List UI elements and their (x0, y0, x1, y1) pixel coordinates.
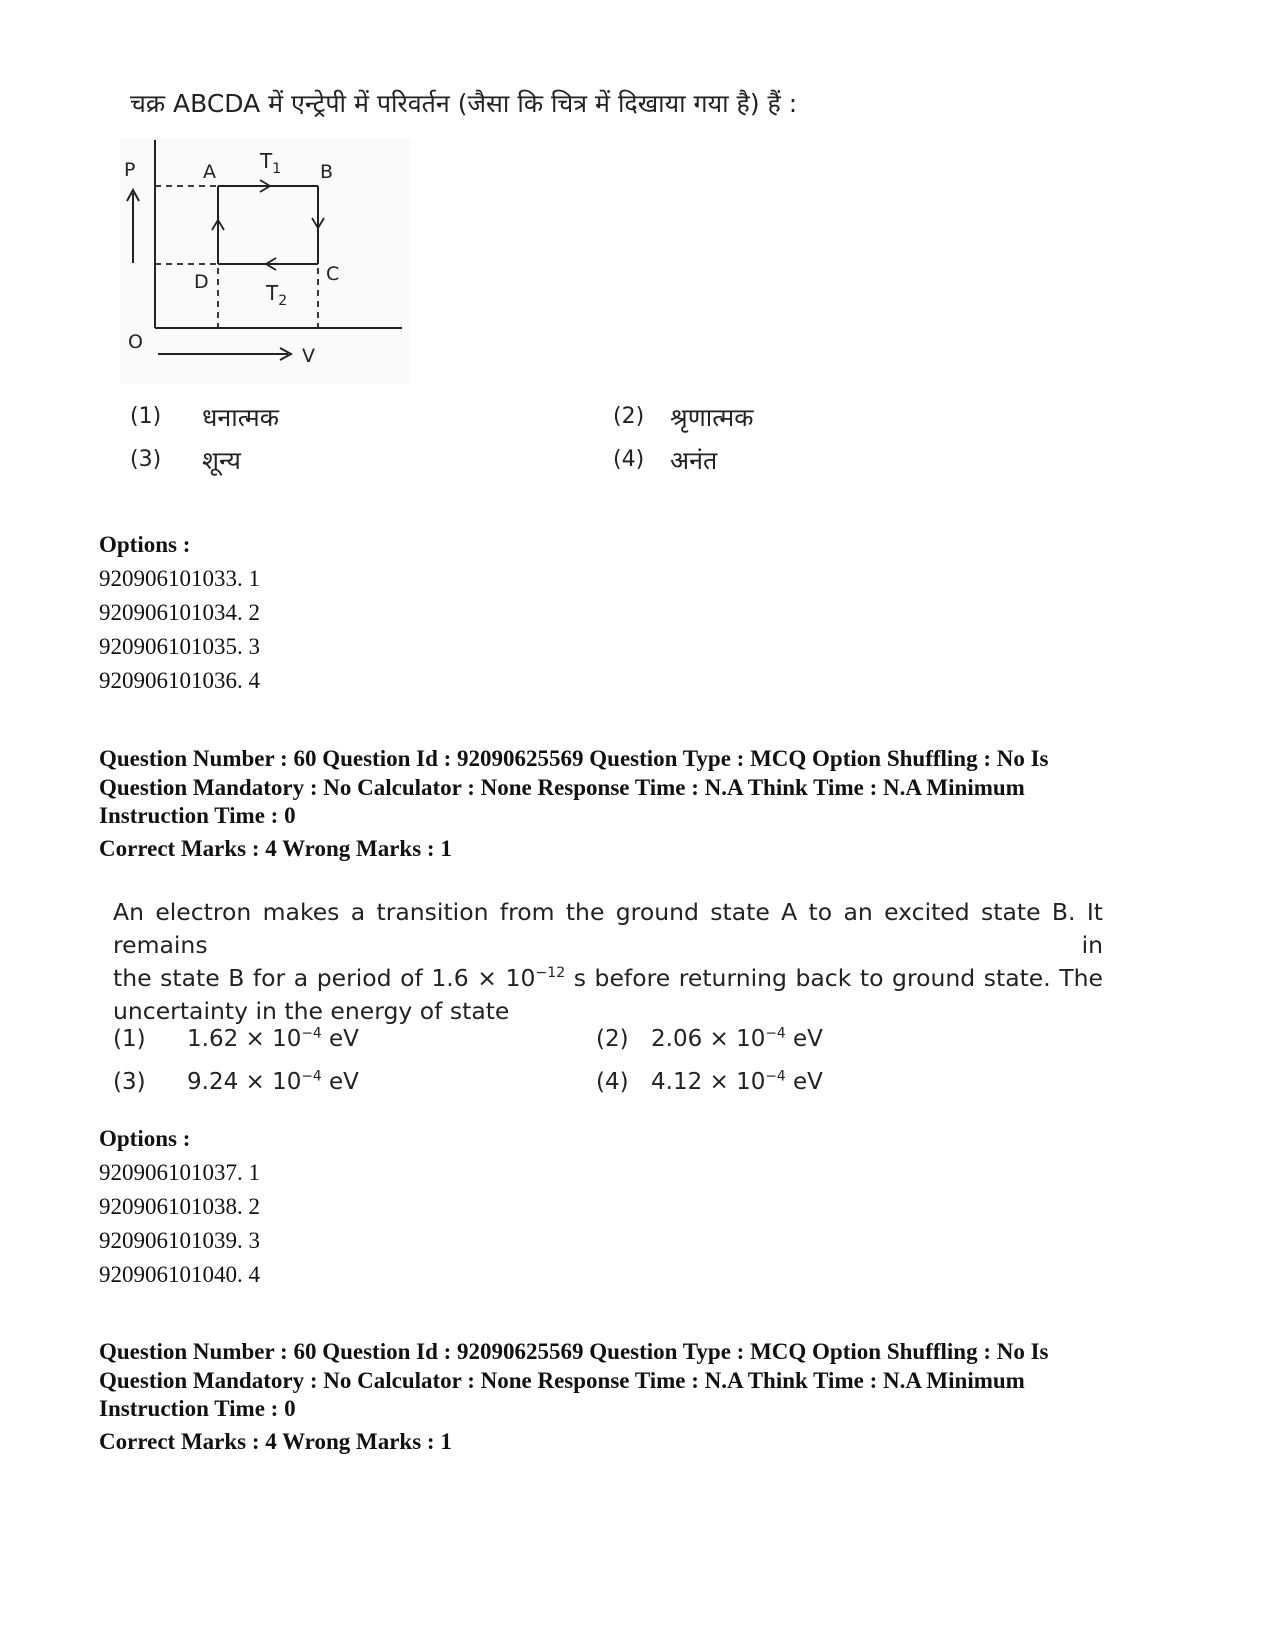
option-line: 920906101034. 2 (99, 600, 260, 625)
option-line: 920906101033. 1 (99, 566, 260, 591)
label-t1: $T_1$ (260, 149, 282, 177)
question-meta: Question Number : 60 Question Id : 92090625569 Question Type : MCQ Option Shuffling : No Is Question Mandatory : No Calculator : None Response Time : N.A Think Time : N.A Minimum Instruction Time : 0 (99, 1339, 1049, 1421)
label-b: B (320, 161, 334, 183)
label-p: P (124, 159, 136, 181)
pv-cycle-diagram (120, 138, 410, 383)
choice-1: (1) धनात्मक (130, 403, 279, 432)
choice-3: (3) शून्य (130, 446, 241, 475)
label-d: D (194, 271, 209, 293)
label-c: C (326, 263, 340, 285)
choice-2: (2) श्रृणात्मक (613, 403, 754, 432)
question-text-hindi: चक्र ABCDA में एन्ट्रेपी में परिवर्तन (जैसा कि चित्र में दिखाया गया है) हैं : (130, 89, 798, 118)
choice-3: (3) $9.24 \times 10^{-4}$ eV (113, 1068, 359, 1095)
label-a: A (203, 161, 216, 183)
options-heading: Options : (99, 532, 191, 557)
q60-options (99, 1122, 260, 1292)
option-line: 920906101036. 4 (99, 668, 260, 693)
option-line: 920906101035. 3 (99, 634, 260, 659)
question-meta: Question Number : 60 Question Id : 92090625569 Question Type : MCQ Option Shuffling : No Is Question Mandatory : No Calculator : None Response Time : N.A Think Time : N.A Minimum Instruction Time : 0 (99, 746, 1049, 828)
option-line: 920906101037. 1 (99, 1160, 260, 1185)
question-text: An electron makes a transition from the ground state A to an excited state B. It remains in the state B for a period of $1.6 \times 10^{-12}$ s before returning back to ground state. The uncertainty in the energy of state (113, 898, 1104, 1025)
option-line: 920906101040. 4 (99, 1262, 260, 1287)
marks-info: Correct Marks : 4 Wrong Marks : 1 (99, 1429, 452, 1454)
option-line: 920906101039. 3 (99, 1228, 260, 1253)
marks-info: Correct Marks : 4 Wrong Marks : 1 (99, 836, 452, 861)
choice-4: (4) $4.12 \times 10^{-4}$ eV (596, 1068, 823, 1095)
choice-1: (1) $1.62 \times 10^{-4}$ eV (113, 1025, 359, 1052)
label-t2: $T_2$ (266, 281, 288, 309)
choice-2: (2) $2.06 \times 10^{-4}$ eV (596, 1025, 823, 1052)
q59-options (99, 528, 260, 698)
choice-4: (4) अनंत (613, 446, 718, 475)
label-v: V (302, 345, 315, 367)
label-o: O (128, 331, 143, 353)
options-heading: Options : (99, 1126, 191, 1151)
option-line: 920906101038. 2 (99, 1194, 260, 1219)
